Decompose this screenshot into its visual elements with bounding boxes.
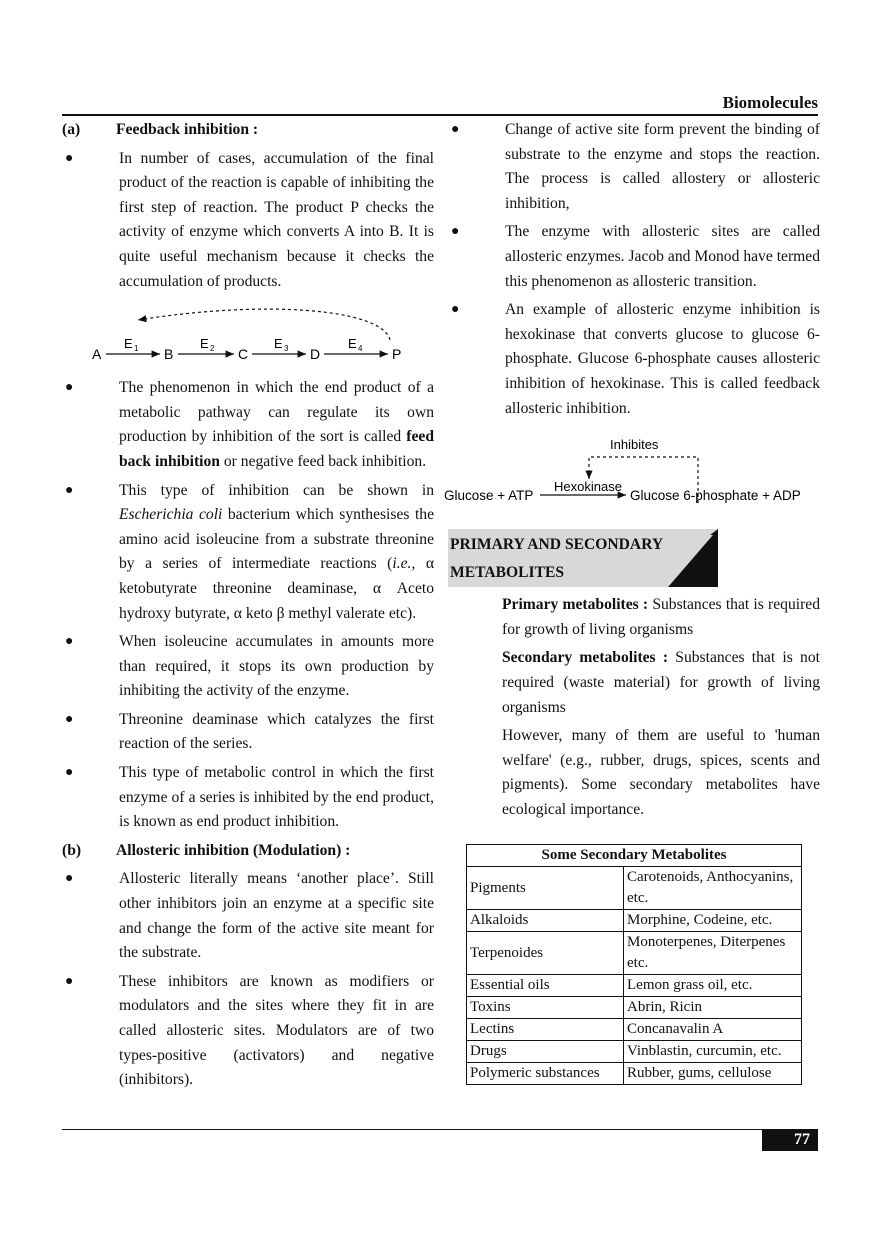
bullet-icon: ● <box>451 302 460 318</box>
table-row: Drugs Vinblastin, curcumin, etc. <box>467 1041 802 1063</box>
bullet-item <box>62 376 434 474</box>
header-rule <box>62 114 818 116</box>
enzyme-label: E <box>124 336 133 352</box>
bullet-item <box>62 630 434 704</box>
table-row: Lectins Concanavalin A <box>467 1019 802 1041</box>
bullet-item <box>62 970 434 1093</box>
section-title: PRIMARY AND SECONDARY METABOLITES <box>450 536 664 582</box>
running-header: Biomolecules <box>722 93 818 112</box>
bullet-item <box>62 867 434 965</box>
paragraph: An example of allosteric enzyme inhibition is hexokinase that converts glucose to glucose 6-phosphate. Glucose 6-phosphate causes allosteric inhibition of hexokinase. This is called feedback allosteric inhibition. <box>505 301 820 417</box>
bullet-icon: ● <box>451 224 460 240</box>
bullet-item <box>62 761 434 835</box>
enzyme-label: E <box>348 336 357 352</box>
bullet-item <box>448 220 820 294</box>
table-row: Polymeric substances Rubber, gums, cellulose <box>467 1063 802 1085</box>
secondary-metabolites-table <box>466 844 802 1085</box>
primary-metabolites-paragraph: Primary metabolites : Substances that is required for growth of living organisms <box>502 596 820 638</box>
bullet-icon: ● <box>65 973 74 989</box>
enzyme-label: E <box>274 336 283 352</box>
bullet-icon: ● <box>65 380 74 396</box>
paragraph: This type of metabolic control in which the first enzyme of a series is inhibited by the end product, is known as end product inhibition. <box>119 764 434 831</box>
secondary-metabolites-paragraph: Secondary metabolites : Substances that is not required (waste material) for growth of living organisms <box>502 649 820 716</box>
hexokinase-label: Hexokinase <box>554 479 622 495</box>
bullet-item <box>62 479 434 627</box>
table-caption: Some Secondary Metabolites <box>467 845 802 867</box>
bullet-icon: ● <box>451 122 460 137</box>
substrate-label: Glucose + ATP <box>444 488 534 504</box>
bullet-icon: ● <box>65 482 74 498</box>
bullet-icon: ● <box>65 871 74 887</box>
paragraph: Threonine deaminase which catalyzes the first reaction of the series. <box>119 710 434 753</box>
bullet-item <box>448 118 820 216</box>
pathway-node: B <box>164 346 174 363</box>
bullet-icon: ● <box>65 711 74 727</box>
bullet-item <box>62 147 434 295</box>
page-number: 77 <box>762 1129 818 1151</box>
pathway-node: P <box>392 346 402 363</box>
pathway-node: D <box>310 346 321 363</box>
enzyme-label: E <box>200 336 209 352</box>
table-row: Toxins Abrin, Ricin <box>467 997 802 1019</box>
paragraph: When isoleucine accumulates in amounts more than required, it stops its own production by inhibiting the activity of the enzyme. <box>119 633 434 700</box>
paragraph: In number of cases, accumulation of the final product of the reaction is capable of inhibiting the first step of reaction. The product P checks the activity of enzyme which converts A into B. It is quite useful mechanism because it checks the accumulation of products. <box>119 149 434 290</box>
paragraph: Change of active site form prevent the binding of substrate to the enzyme and stops the reaction. The process is called allostery or allosteric inhibition, <box>505 121 820 212</box>
table-row: Terpenoides Monoterpenes, Diterpenes etc. <box>467 932 802 975</box>
pathway-node: A <box>92 346 102 363</box>
paragraph: However, many of them are useful to 'human welfare' (e.g., rubber, drugs, spices, scents and pigments). Some secondary metabolites have ecological importance. <box>502 727 820 818</box>
subsection-label: (a) <box>62 121 81 138</box>
footer-rule <box>62 1129 818 1130</box>
bullet-icon: ● <box>65 765 74 781</box>
subsection-label: (b) <box>62 841 82 859</box>
subsection-title: Feedback inhibition : <box>116 121 259 138</box>
hexokinase-inhibition-diagram <box>436 431 820 523</box>
enzyme-sub: 4 <box>358 344 363 354</box>
feedback-pathway-diagram <box>62 300 434 372</box>
enzyme-sub: 3 <box>284 344 289 354</box>
enzyme-sub: 2 <box>210 344 215 354</box>
paragraph: The enzyme with allosteric sites are called allosteric enzymes. Jacob and Monod have termed this phenomenon as allosteric transition. <box>505 223 820 290</box>
enzyme-sub: 1 <box>134 344 139 354</box>
subsection-a-heading <box>62 118 434 143</box>
paragraph: Allosteric literally means ‘another place’. Still other inhibitors join an enzyme at a specific site and change the form of the active site meant for the substrate. <box>119 870 434 962</box>
subsection-b-heading <box>62 839 434 864</box>
paragraph: The phenomenon in which the end product of a metabolic pathway can regulate its own production by inhibition of the sort is called feed back inhibition or negative feed back inhibition. <box>119 379 434 470</box>
paragraph: These inhibitors are known as modifiers or modulators and the sites where they fit in are called allosteric sites. Modulators are of two types-positive (activators) and negative (inhibitors). <box>119 972 434 1089</box>
table-row: Alkaloids Morphine, Codeine, etc. <box>467 910 802 932</box>
product-label: Glucose 6-phosphate + ADP <box>630 488 801 504</box>
banner-corner-shape <box>668 529 718 587</box>
subsection-title: Allosteric inhibition (Modulation) : <box>116 841 351 859</box>
paragraph: This type of inhibition can be shown in Escherichia coli bacterium which synthesises the amino acid isoleucine from a substrate threonine by a series of intermediate reactions (i.e., α ketobutyrate threonine deaminase, α Aceto hydroxy butyrate, α keto β methyl valerate etc). <box>119 481 434 622</box>
right-column <box>444 118 820 1085</box>
bullet-icon: ● <box>65 634 74 650</box>
inhibites-label: Inhibites <box>610 437 659 453</box>
left-column <box>62 118 434 1097</box>
pathway-node: C <box>238 346 249 363</box>
bullet-icon: ● <box>65 150 74 166</box>
bullet-item <box>448 298 820 421</box>
section-heading-banner <box>448 529 718 587</box>
bullet-item <box>62 708 434 757</box>
table-row: Pigments Carotenoids, Anthocyanins, etc. <box>467 867 802 910</box>
table-row: Essential oils Lemon grass oil, etc. <box>467 975 802 997</box>
